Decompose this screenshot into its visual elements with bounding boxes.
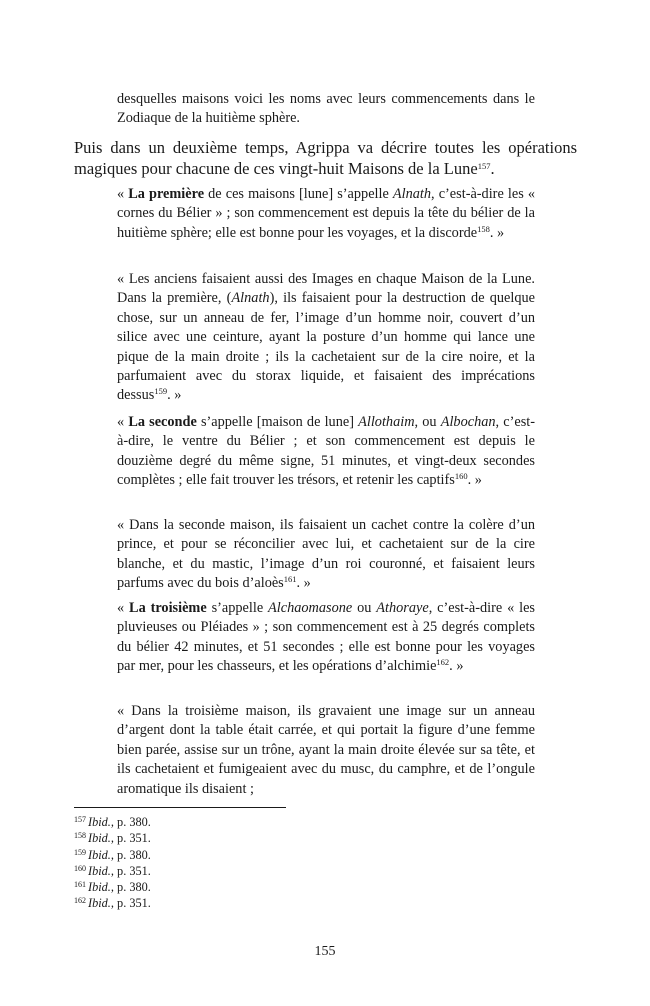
footnote-separator: [74, 807, 286, 808]
footnote-157: $^{157}$ Ibid., p. 380.: [74, 815, 151, 829]
footnote-161: $^{161}$ Ibid., p. 380.: [74, 880, 151, 895]
footnote-ref-161[interactable]: 161: [283, 574, 297, 585]
quote-third-house-images: « Dans la troisième maison, ils gravaient une image sur un anneau d’argent dont la table était carrée, et qui portait la figure d’une femme bien parée, assise sur un trône, ayant la main droite élevée sur sa tête, et ils cachetaient et fumigeaient avec du musc, du camphre, et de l’ongule aromatique ils disaient ;: [117, 703, 535, 797]
footnote-ref-157[interactable]: 157: [477, 161, 491, 171]
quote-first-house-images: « Les anciens faisaient aussi des Images en chaque Maison de la Lune. Dans la première, (Alnath), ils faisaient pour la destruction de quelque chose, sur un anneau de fer, l’image d’un homme noir, couvert d’un silice avec une ceinture, ayant la posture d’un homme qui lance une pique de la main droite ; ils la cachetaient sur de la cire noire, et la parfumaient avec du storax liquide, et faisaient des imprécations dessus$^{159}$. »: [117, 271, 536, 404]
footnote-ref-162[interactable]: 162: [436, 657, 450, 668]
quote-second-house: « La seconde s’appelle [maison de lune] Allothaim, ou Albochan, c’est-à-dire, le ventre du Bélier ; et son commencement est depuis le douzième degré du même signe, 51 minutes, et vingt-deux secondes complètes ; elle fait trouver les trésors, et retenir les captifs$^{160}$. »: [117, 414, 535, 489]
quote-third-house: « La troisième s’appelle Alchaomasone ou Athoraye, c’est-à-dire « les pluvieuses ou Pléiades » ; son commencement est à 25 degrés complets du bélier 42 minutes, et 51 secondes ; elle est bonne pour les voyages par mer, pour les chasseurs, et les opérations d’alchimie$^{162}$. »: [117, 600, 535, 675]
quote-second-house-images: « Dans la seconde maison, ils faisaient un cachet contre la colère d’un prince, et pour se réconcilier avec lui, et cachetaient sur de la cire blanche, et du mastic, l’image d’un roi couronné, et faisaient leurs parfums avec du bois d’aloès$^{161}$. »: [117, 517, 535, 592]
footnote-159: $^{159}$ Ibid., p. 380.: [74, 847, 151, 862]
footnote-ref-160[interactable]: 160: [454, 471, 468, 482]
footnote-160: $^{160}$ Ibid., p. 351.: [74, 863, 151, 878]
paragraph-continuation: desquelles maisons voici les noms avec leurs commencements dans le Zodiaque de la huitième sphère.: [117, 91, 535, 127]
footnotes: [74, 814, 374, 912]
paragraph-intro: Puis dans un deuxième temps, Agrippa va décrire toutes les opérations magiques pour chacune de ces vingt-huit Maisons de la Lune$^{157}$.: [74, 138, 577, 178]
footnote-158: $^{158}$ Ibid., p. 351.: [74, 831, 151, 846]
page-number: 155: [314, 944, 336, 959]
quote-first-house: « La première de ces maisons [lune] s’appelle Alnath, c’est-à-dire les « cornes du Bélier » ; son commencement est depuis la tête du bélier de la huitième sphère; elle est bonne pour les voyages, et la discorde$^{158}$. »: [117, 186, 535, 241]
footnote-ref-158[interactable]: 158: [477, 223, 490, 234]
footnote-ref-159[interactable]: 159: [154, 386, 168, 397]
footnote-162: $^{162}$ Ibid., p. 351.: [74, 896, 151, 911]
